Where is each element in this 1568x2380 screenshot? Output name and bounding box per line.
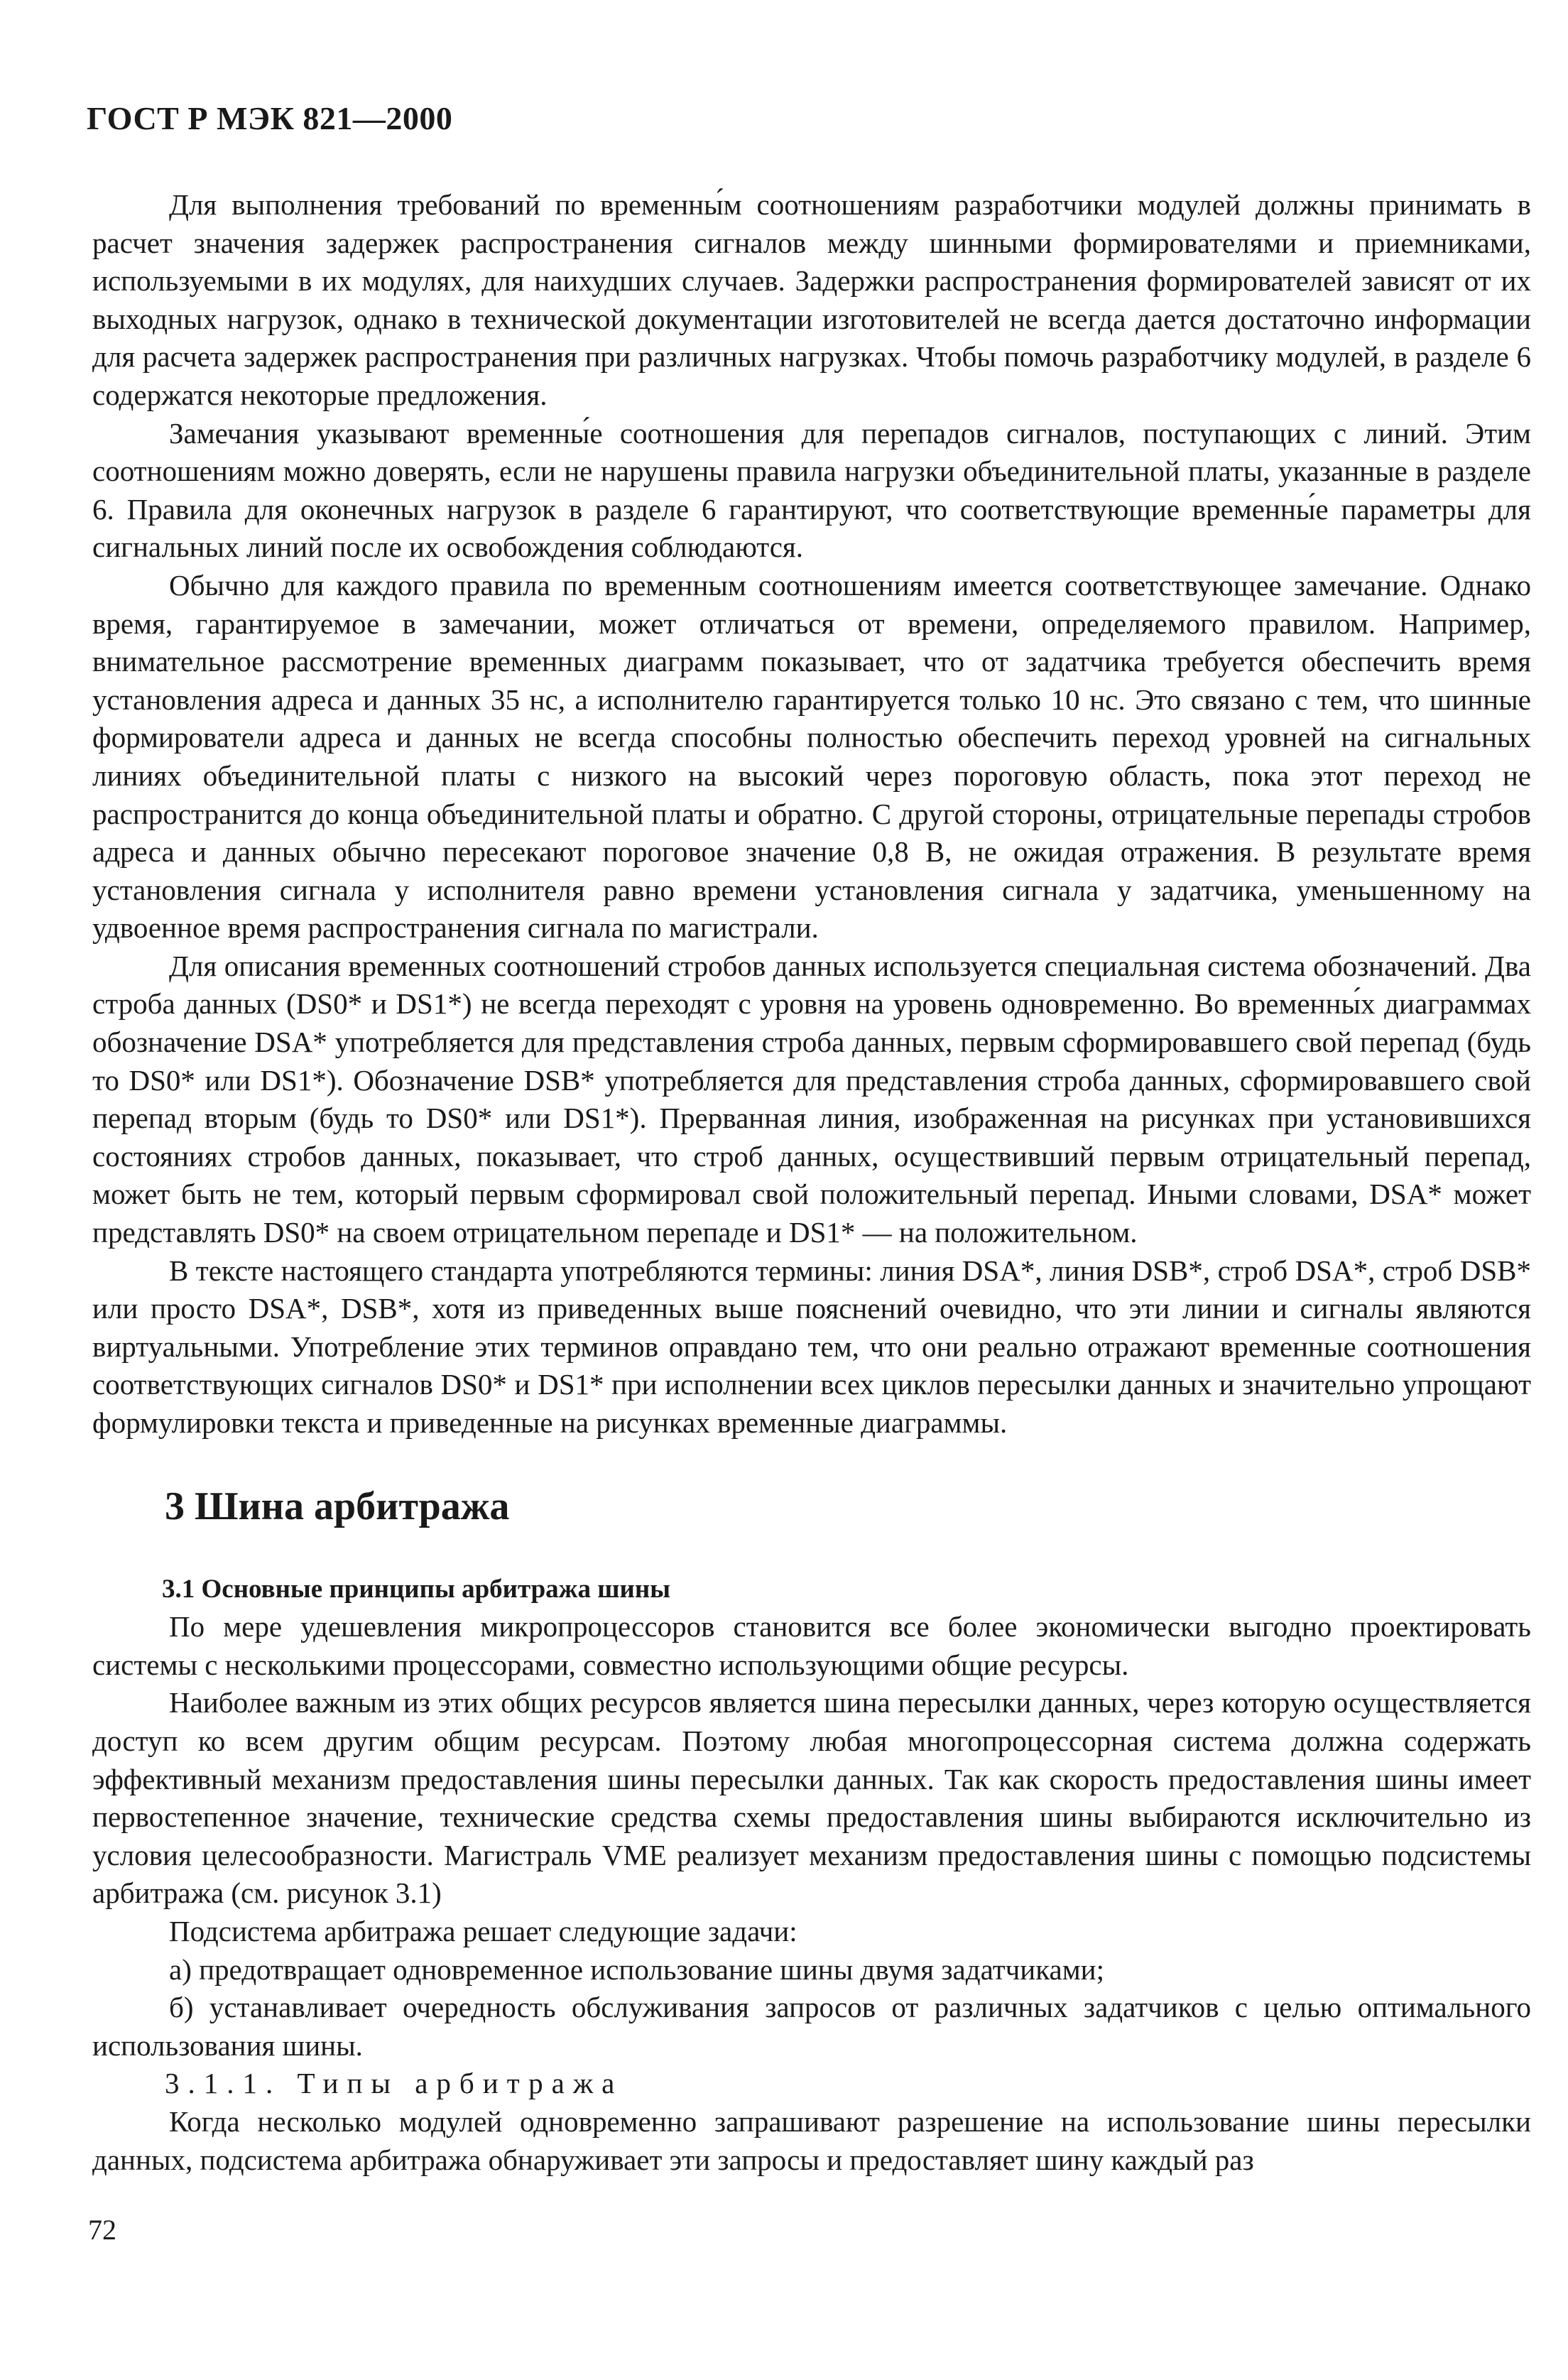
list-item-a: а) предотвращает одновременное использование шины двумя задатчиками;	[169, 1952, 1105, 1986]
subsection-heading: 3.1 Основные принципы арбитража шины	[162, 1574, 671, 1604]
paragraph-arbitration-types: Когда несколько модулей одновременно запрашивают разрешение на использование шины пересылки данных, подсистема арбитража обнаруживает эти запросы и предоставляет шину каждый раз	[92, 2104, 1531, 2176]
subsubsection-heading: 3.1.1. Типы арбитража	[165, 2067, 624, 2100]
paragraph-tasks-intro: Подсистема арбитража решает следующие задачи:	[169, 1914, 797, 1947]
paragraph-microprocessors: По мере удешевления микропроцессоров становится все более экономически выгодно проектировать системы с несколькими процессорами, совместно использующими общие ресурсы.	[92, 1610, 1531, 1681]
paragraph-rules-remarks: Обычно для каждого правила по временным соотношениям имеется соответствующее замечание. Однако время, гарантируемое в замечании, может отличаться от времени, определяемого правилом. Например, внимательное рассмотрение временных диаграмм показывает, что от задатчика требуется обеспечить время установления адреса и данных 35 нс, а исполнителю гарантируется только 10 нс. Это связано с тем, что шинные формирователи адреса и данных не всегда способны полностью обеспечить переход уровней на сигнальных линиях объединительной платы с низкого на высокий через пороговую область, пока этот переход не распространится до конца объединительной платы и обратно. С другой стороны, отрицательные перепады стробов адреса и данных обычно пересекают пороговое значение 0,8 В, не ожидая отражения. В результате время установления сигнала у исполнителя равно времени установления сигнала у задатчика, уменьшенному на удвоенное время распространения сигнала по магистрали.	[92, 568, 1531, 945]
list-item-b: б) устанавливает очередность обслуживания запросов от различных задатчиков с целью оптимального использования шины.	[92, 1991, 1531, 2062]
standard-header: ГОСТ Р МЭК 821—2000	[87, 100, 453, 136]
paragraph-shared-bus: Наиболее важным из этих общих ресурсов является шина пересылки данных, через которую осуществляется доступ ко всем другим общим ресурсам. Поэтому любая многопроцессорная система должна содержать эффективный механизм предоставления шины пересылки данных. Так как скорость предоставления шины имеет первостепенное значение, технические средства схемы предоставления шины выбираются исключительно из условия целесообразности. Магистраль VME реализует механизм предоставления шины с помощью подсистемы арбитража (см. рисунок 3.1)	[92, 1686, 1531, 1910]
page-number: 72	[88, 2214, 116, 2246]
paragraph-strobe-notation: Для описания временных соотношений стробов данных используется специальная система обозначений. Два строба данных (DS0* и DS1*) не всегда переходят с уровня на уровень одновременно. Во временны́х диаграммах обозначение DSA* употребляется для представления строба данных, первым сформировавшего свой перепад (будь то DS0* или DS1*). Обозначение DSB* употребляется для представления строба данных, сформировавшего свой перепад вторым (будь то DS0* или DS1*). Прерванная линия, изображенная на рисунках при установившихся состояниях стробов данных, показывает, что строб данных, осуществивший первым отрицательный перепад, может быть не тем, который первым сформировал свой положительный перепад. Иными словами, DSA* может представлять DS0* на своем отрицательном перепаде и DS1* — на положительном.	[92, 949, 1531, 1249]
paragraph-terms: В тексте настоящего стандарта употребляются термины: линия DSA*, линия DSB*, строб DSA*, строб DSB* или просто DSA*, DSB*, хотя из приведенных выше пояснений очевидно, что эти линии и сигналы являются виртуальными. Употребление этих терминов оправдано тем, что они реально отражают временные соотношения соответствующих сигналов DS0* и DS1* при исполнении всех циклов пересылки данных и значительно упрощают формулировки текста и приведенные на рисунках временные диаграммы.	[92, 1254, 1531, 1439]
paragraph-timing-requirements: Для выполнения требований по временны́м соотношениям разработчики модулей должны принимать в расчет значения задержек распространения сигналов между шинными формирователями и приемниками, используемыми в их модулях, для наихудших случаев. Задержки распространения формирователей зависят от их выходных нагрузок, однако в технической документации изготовителей не всегда дается достаточно информации для расчета задержек распространения при различных нагрузках. Чтобы помочь разработчику модулей, в разделе 6 содержатся некоторые предложения.	[92, 188, 1531, 411]
paragraph-remarks: Замечания указывают временны́е соотношения для перепадов сигналов, поступающих с линий. Этим соотношениям можно доверять, если не нарушены правила нагрузки объединительной платы, указанные в разделе 6. Правила для оконечных нагрузок в разделе 6 гарантируют, что соответствующие временны́е параметры для сигнальных линий после их освобождения соблюдаются.	[92, 416, 1531, 564]
page-body	[92, 186, 1531, 2179]
section-heading: 3 Шина арбитража	[165, 1484, 510, 1528]
